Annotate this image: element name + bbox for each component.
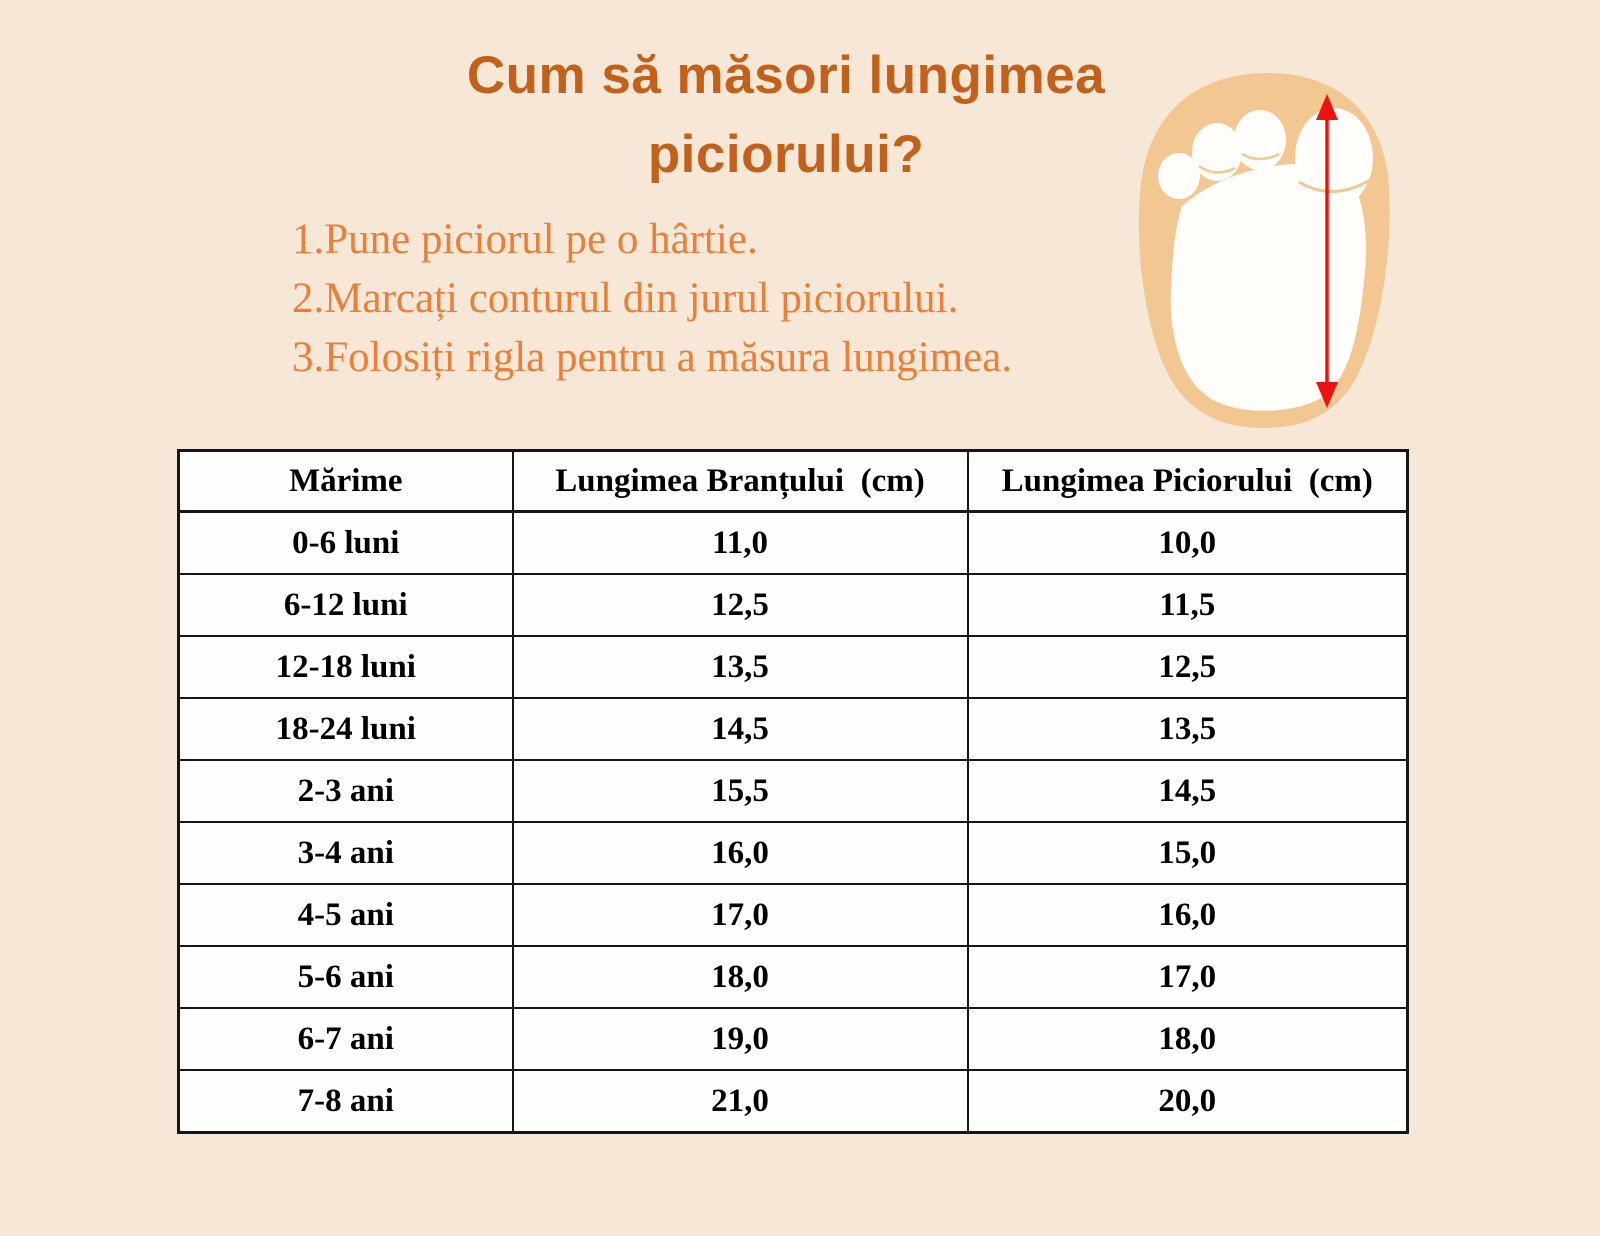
insole-length-cell: 13,5 <box>513 636 968 698</box>
table-row <box>179 512 1408 575</box>
insole-length-cell: 21,0 <box>513 1070 968 1133</box>
toe-third <box>1234 110 1286 170</box>
size-cell: 5-6 ani <box>179 946 513 1008</box>
foot-length-cell: 15,0 <box>968 822 1408 884</box>
page-title-line-1: Cum să măsori lungimea <box>466 46 1106 105</box>
table-row <box>179 822 1408 884</box>
col-header-insole-length: Lungimea Branțului (cm) <box>513 451 968 512</box>
insole-length-cell: 18,0 <box>513 946 968 1008</box>
foot-length-cell: 18,0 <box>968 1008 1408 1070</box>
insole-length-cell: 11,0 <box>513 512 968 575</box>
size-cell: 18-24 luni <box>179 698 513 760</box>
foot-length-cell: 10,0 <box>968 512 1408 575</box>
table-row <box>179 760 1408 822</box>
table-row <box>179 1008 1408 1070</box>
footprint-svg <box>1127 56 1405 431</box>
col-header-size: Mărime <box>179 451 513 512</box>
insole-length-cell: 15,5 <box>513 760 968 822</box>
table-row <box>179 1070 1408 1133</box>
size-cell: 2-3 ani <box>179 760 513 822</box>
measuring-instructions <box>292 210 1012 387</box>
insole-length-cell: 12,5 <box>513 574 968 636</box>
size-cell: 6-7 ani <box>179 1008 513 1070</box>
size-cell: 0-6 luni <box>179 512 513 575</box>
insole-length-cell: 14,5 <box>513 698 968 760</box>
table-row <box>179 698 1408 760</box>
insole-length-cell: 16,0 <box>513 822 968 884</box>
table-row <box>179 636 1408 698</box>
foot-length-cell: 11,5 <box>968 574 1408 636</box>
table-row <box>179 884 1408 946</box>
instruction-step-2: 2.Marcați conturul din jurul piciorului. <box>292 275 959 322</box>
size-table <box>177 449 1409 1134</box>
foot-length-cell: 12,5 <box>968 636 1408 698</box>
table-header-row <box>179 451 1408 512</box>
foot-length-cell: 13,5 <box>968 698 1408 760</box>
footprint-illustration <box>1127 56 1405 431</box>
insole-length-cell: 19,0 <box>513 1008 968 1070</box>
table-row <box>179 574 1408 636</box>
insole-length-cell: 17,0 <box>513 884 968 946</box>
page-title-line-2: piciorului? <box>647 125 925 184</box>
table-row <box>179 946 1408 1008</box>
foot-length-cell: 16,0 <box>968 884 1408 946</box>
foot-length-cell: 14,5 <box>968 760 1408 822</box>
size-cell: 12-18 luni <box>179 636 513 698</box>
instruction-step-3: 3.Folosiți rigla pentru a măsura lungimea. <box>292 334 1013 381</box>
size-cell: 3-4 ani <box>179 822 513 884</box>
foot-length-cell: 17,0 <box>968 946 1408 1008</box>
col-header-foot-length: Lungimea Piciorului (cm) <box>968 451 1408 512</box>
instruction-step-1: 1.Pune piciorul pe o hârtie. <box>292 216 758 263</box>
foot-length-cell: 20,0 <box>968 1070 1408 1133</box>
size-cell: 4-5 ani <box>179 884 513 946</box>
size-cell: 7-8 ani <box>179 1070 513 1133</box>
size-cell: 6-12 luni <box>179 574 513 636</box>
